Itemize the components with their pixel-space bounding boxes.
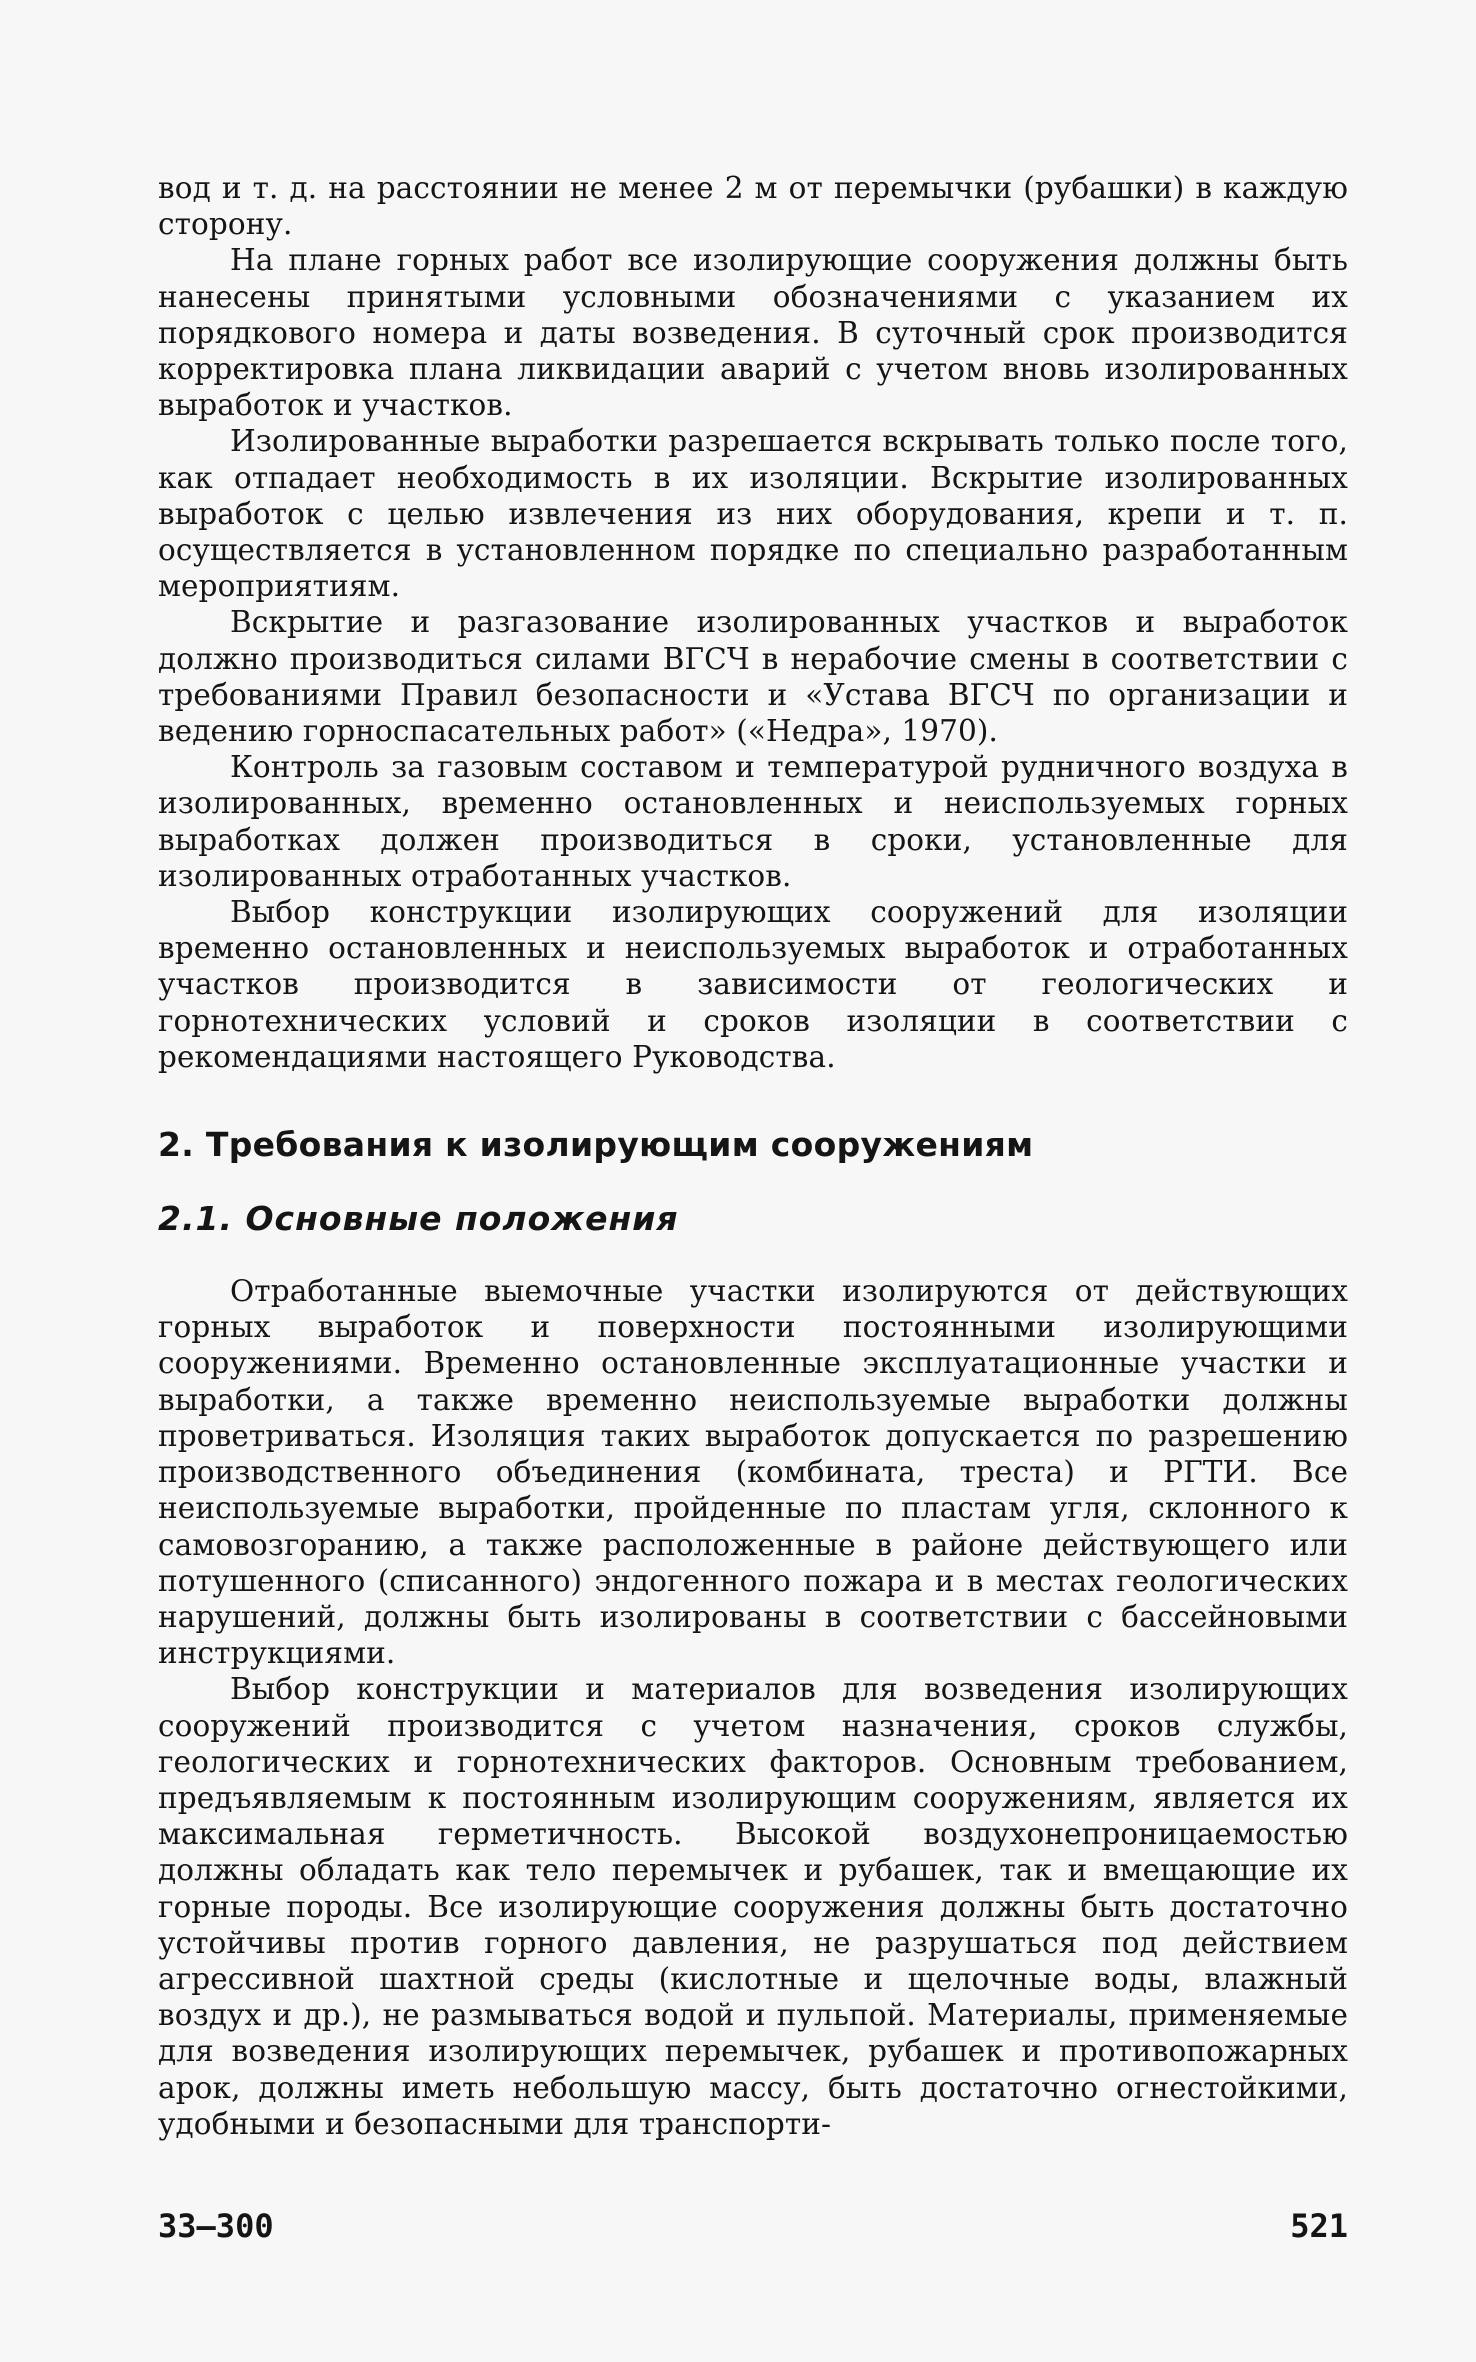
- paragraph: Выбор конструкции и материалов для возведения изолирующих сооружений производится с учетом назначения, сроков службы, геологических и горнотехнических факторов. Основным требованием, предъявляемым к постоянным изолирующим сооружениям, является их максимальная герметичность. Высокой воздухонепроницаемостью должны обладать как тело перемычек и рубашек, так и вмещающие их горные породы. Все изолирующие сооружения должны быть достаточно устойчивы против горного давления, не разрушаться под действием агрессивной шахтной среды (кислотные и щелочные воды, влажный воздух и др.), не размываться водой и пульпой. Материалы, применяемые для возведения изолирующих перемычек, рубашек и противопожарных арок, должны иметь небольшую массу, быть достаточно огнестойкими, удобными и безопасными для транспорти-: [158, 1672, 1348, 2141]
- page-footer: [158, 2206, 1348, 2246]
- paragraph: Изолированные выработки разрешается вскрывать только после того, как отпадает необходимость в их изоляции. Вскрытие изолированных выработок с целью извлечения из них оборудования, крепи и т. п. осуществляется в установленном порядке по специально разработанным мероприятиям.: [158, 424, 1348, 604]
- section-heading: 2. Требования к изолирующим сооружениям: [158, 1125, 1034, 1165]
- paragraph: Выбор конструкции изолирующих сооружений для изоляции временно остановленных и неиспользуемых выработок и отработанных участков производится в зависимости от геологических и горнотехнических условий и сроков изоляции в соответствии с рекомендациями настоящего Руководства.: [158, 895, 1348, 1074]
- paragraph: вод и т. д. на расстоянии не менее 2 м от перемычки (рубашки) в каждую сторону.: [158, 171, 1348, 242]
- subsection-heading: 2.1. Основные положения: [158, 1199, 679, 1239]
- paragraph: На плане горных работ все изолирующие сооружения должны быть нанесены принятыми условными обозначениями с указанием их порядкового номера и даты возведения. В суточный срок производится корректировка плана ликвидации аварий с учетом вновь изолированных выработок и участков.: [158, 243, 1348, 423]
- paragraph: Вскрытие и разгазование изолированных участков и выработок должно производиться силами ВГСЧ в нерабочие смены в соответствии с требованиями Правил безопасности и «Устава ВГСЧ по организации и ведению горноспасательных работ» («Недра», 1970).: [158, 605, 1348, 749]
- paragraph: Контроль за газовым составом и температурой рудничного воздуха в изолированных, временно остановленных и неиспользуемых горных выработках должен производиться в сроки, установленные для изолированных отработанных участков.: [158, 750, 1348, 893]
- signature-mark: 33—300: [158, 2207, 274, 2245]
- page-number: 521: [1290, 2207, 1348, 2245]
- page-body: [158, 170, 1348, 2142]
- paragraph: Отработанные выемочные участки изолируются от действующих горных выработок и поверхности постоянными изолирующими сооружениями. Временно остановленные эксплуатационные участки и выработки, а также временно неиспользуемые выработки должны проветриваться. Изоляция таких выработок допускается по разрешению производственного объединения (комбината, треста) и РГТИ. Все неиспользуемые выработки, пройденные по пластам угля, склонного к самовозгоранию, а также расположенные в районе действующего или потушенного (списанного) эндогенного пожара и в местах геологических нарушений, должны быть изолированы в соответствии с бассейновыми инструкциями.: [158, 1274, 1348, 1671]
